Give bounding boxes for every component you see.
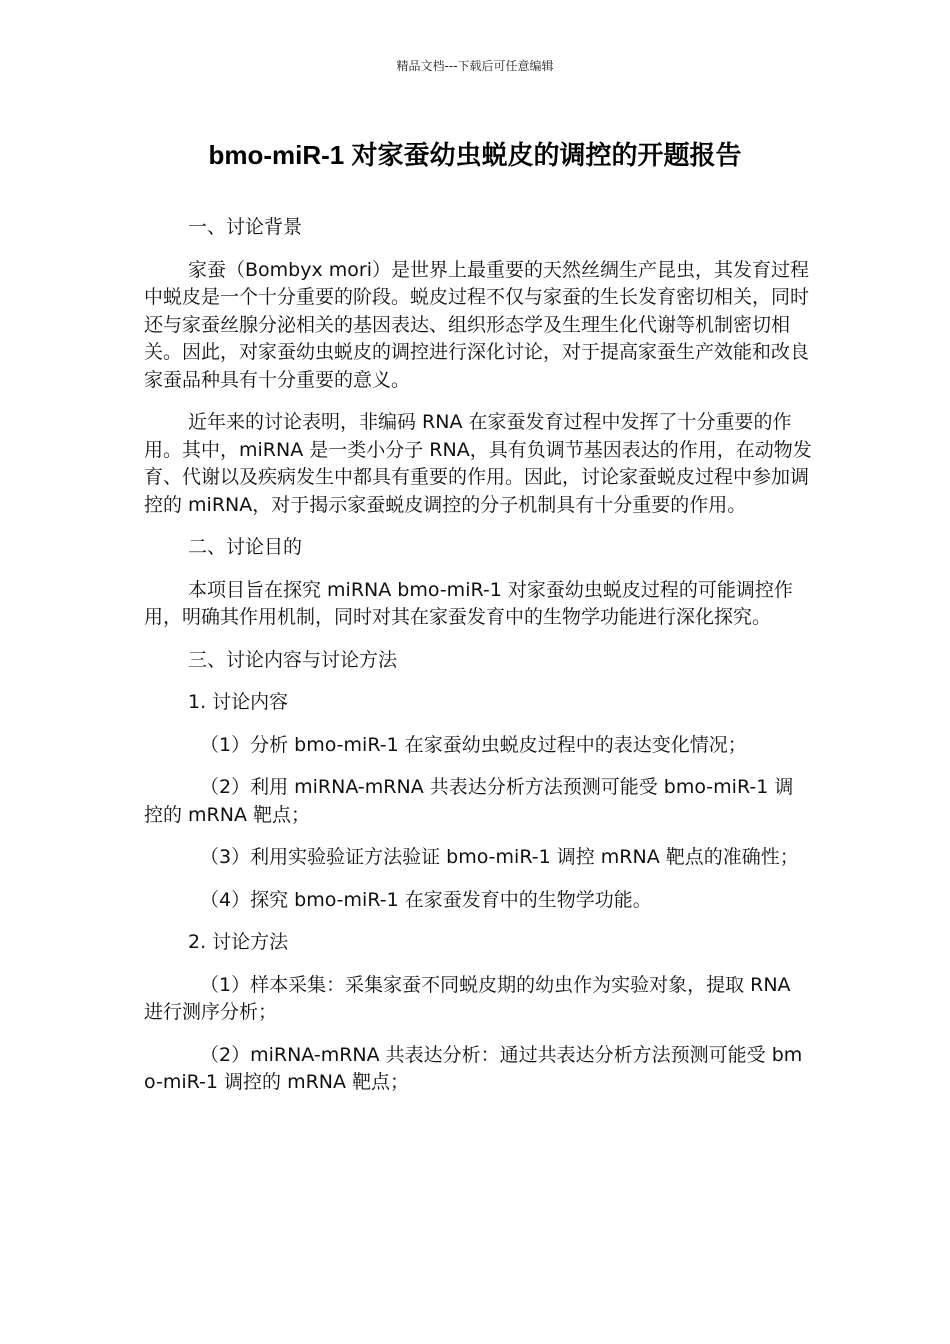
section-heading-content-methods: 三、讨论内容与讨论方法	[188, 648, 398, 671]
content-item-1: （1）分析 bmo-miR-1 在家蚕幼虫蜕皮过程中的表达变化情况；	[200, 733, 747, 756]
document-body	[144, 214, 812, 1112]
subheading-methods: 2. 讨论方法	[188, 931, 289, 953]
content-item-2: （2）利用 miRNA-mRNA 共表达分析方法预测可能受 bmo-miR-1 调控的 mRNA 靶点；	[144, 776, 794, 826]
section-heading-purpose: 二、讨论目的	[188, 536, 303, 558]
subheading-content: 1. 讨论内容	[188, 691, 289, 713]
document-title: bmo-miR-1 对家蚕幼虫蜕皮的调控的开题报告	[208, 140, 742, 170]
paragraph-background-1: 家蚕（Bombyx mori）是世界上最重要的天然丝绸生产昆虫，其发育过程中蜕皮是一个十分重要的阶段。蜕皮过程不仅与家蚕的生长发育密切相关，同时还与家蚕丝腺分泌相关的基因表达、组织形态学及生理生化代谢等机制密切相关。因此，对家蚕幼虫蜕皮的调控进行深化讨论，对于提高家蚕生产效能和改良家蚕品种具有十分重要的意义。	[144, 258, 810, 391]
section-heading-background: 一、讨论背景	[188, 216, 303, 238]
method-item-1: （1）样本采集：采集家蚕不同蜕皮期的幼虫作为实验对象，提取 RNA 进行测序分析；	[144, 973, 791, 1023]
paragraph-background-2: 近年来的讨论表明，非编码 RNA 在家蚕发育过程中发挥了十分重要的作用。其中，miRNA 是一类小分子 RNA，具有负调节基因表达的作用，在动物发育、代谢以及疾病发生中都具有重要的作用。因此，讨论家蚕蜕皮过程中参加调控的 miRNA，对于揭示家蚕蜕皮调控的分子机制具有十分重要的作用。	[144, 411, 812, 516]
method-item-2: （2）miRNA-mRNA 共表达分析：通过共表达分析方法预测可能受 bmo-miR-1 调控的 mRNA 靶点；	[144, 1043, 803, 1093]
content-item-3: （3）利用实验验证方法验证 bmo-miR-1 调控 mRNA 靶点的准确性；	[200, 846, 799, 868]
paragraph-purpose: 本项目旨在探究 miRNA bmo-miR-1 对家蚕幼虫蜕皮过程的可能调控作用，明确其作用机制，同时对其在家蚕发育中的生物学功能进行深化探究。	[144, 578, 793, 628]
content-item-4: （4）探究 bmo-miR-1 在家蚕发育中的生物学功能。	[200, 888, 652, 911]
header-note: 精品文档---下载后可任意编辑	[396, 59, 554, 73]
